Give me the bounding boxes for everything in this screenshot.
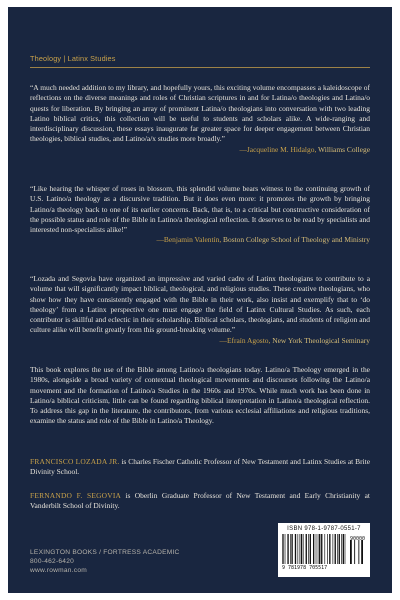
- blurb-text: “Like hearing the whisper of roses in blossom, this splendid volume bears witness to the continuing growth of U.S. Latino/a theology as a discursive tradition. But it does even more: it promotes the growth by bringing Latino/a theology back to one of its earlier concerns. Back, that is, to a critical but constructive consideration of the possible status and role of the Bible in Latino/a theological reflection. It deserves to be read by specialists and interested non-specialists alike!”: [30, 184, 370, 234]
- bio-text: [30, 457, 370, 478]
- blurb-text: “A much needed addition to my library, and hopefully yours, this exciting volume encompasses a kaleidoscope of reflections on the diverse meanings and roles of Christian scriptures in and for Latina/o theologies and Latina/o quests for liberation. By bringing an array of prominent Latina/o theologians into conversation with two leading Latino biblical critics, this collection will be useful to students and scholars alike. A wide-ranging and interdisciplinary discussion, these essays inaugurate far greater space for deeper engagement between Christian theologies, biblical studies, and Latino/a/x studies more broadly.”: [30, 83, 370, 144]
- publisher-phone: 800-462-6420: [30, 557, 75, 565]
- blurb-attribution: —Jacqueline M. Hidalgo, Williams College: [239, 144, 370, 154]
- barcode-bar: [285, 534, 286, 564]
- isbn-label: ISBN 978-1-9787-0551-7: [287, 526, 361, 532]
- barcode-addon-bar: [361, 540, 363, 564]
- category-label: Theology | Latinx Studies: [30, 54, 116, 63]
- barcode-number: 9 781978 705517: [282, 565, 328, 571]
- barcode-bar: [335, 534, 336, 564]
- barcode-bar: [343, 534, 344, 564]
- barcode-addon-bar: [354, 540, 355, 564]
- editor-bio-segovia: [30, 491, 370, 512]
- blurb-author: —Efraín Agosto: [219, 335, 269, 345]
- blurb-author: —Benjamin Valentín: [156, 235, 220, 245]
- barcode-bar: [339, 534, 340, 564]
- barcode-bar: [313, 534, 314, 564]
- barcode-bar: [297, 534, 298, 564]
- bio-text: [30, 491, 370, 512]
- blurb-affiliation: New York Theological Seminary: [272, 335, 370, 345]
- blurb-agosto: [30, 274, 370, 346]
- barcode-bar: [310, 534, 311, 564]
- blurb-affiliation: Boston College School of Theology and Ministry: [223, 235, 370, 245]
- blurb-affiliation: Williams College: [318, 144, 370, 154]
- blurb-text: “Lozada and Segovia have organized an impressive and varied cadre of Latinx theologians to contribute to a volume that will significantly impact biblical, theological, and religious studies. These creative theologians, who show how they have consistently engaged with the Bible in their work, also insist and exemplify that to ‘do theology’ from a Latinx perspective one must engage the field of Latinx Cultural Studies. As such, each contributor is skillful and eclectic in their scholarship. Biblical scholars, theologians, and students of religion and culture alike will benefit greatly from this ground-breaking volume.”: [30, 274, 370, 335]
- barcode-bar: [290, 534, 291, 564]
- barcode-digits: [282, 565, 366, 571]
- barcode-bar: [287, 534, 288, 564]
- bio-description: is Oberlin Graduate Professor of New Testament and Early Christianity at Vanderbilt School of Divinity.: [30, 491, 370, 511]
- blurb-attribution: —Efraín Agosto, New York Theological Seminary: [219, 335, 370, 345]
- description-text: This book explores the use of the Bible among Latino/a theologians today. Latino/a Theology emerged in the 1980s, alongside a broad variety of contextual theological movements and discourses following the Latino/a movement and the formation of Latino/a Studies in the 1960s and 1970s. While much work has been done in Latino/a biblical criticism, little can be found regarding biblical interpretation in Latino/a theological reflection. To address this gap in the literature, the contributors, from various ecclesial affiliations and religious traditions, examine the status and role of the Bible in Latino/a Theology.: [30, 365, 370, 426]
- editor-name: FRANCISCO LOZADA JR.: [30, 457, 120, 466]
- blurb-attribution: —Benjamin Valentín, Boston College School of Theology and Ministry: [156, 235, 370, 245]
- book-description: [30, 365, 370, 427]
- blurb-valentin: [30, 184, 370, 246]
- blurb-author: —Jacqueline M. Hidalgo: [239, 144, 315, 154]
- barcode-bar: [283, 534, 284, 564]
- bio-description: is Charles Fischer Catholic Professor of New Testament and Latinx Studies at Brite Divinity School.: [30, 457, 370, 477]
- barcode-bar: [329, 534, 330, 564]
- barcode-bar: [295, 534, 296, 564]
- barcode-bar: [291, 534, 292, 564]
- publisher-imprint: [30, 549, 180, 575]
- back-cover: [8, 7, 392, 593]
- barcode-bar: [345, 534, 346, 564]
- barcode-bar: [282, 534, 283, 564]
- barcode-bar: [306, 534, 307, 564]
- barcode-bar: [301, 534, 302, 564]
- blurb-hidalgo: [30, 83, 370, 155]
- price-code: 90000: [349, 536, 365, 542]
- barcode-bar: [333, 534, 334, 564]
- barcode-addon-bar: [358, 540, 359, 564]
- barcode-addon-bar: [350, 540, 352, 564]
- isbn-barcode: [278, 523, 370, 577]
- barcode-bar: [316, 534, 317, 564]
- editor-bio-lozada: [30, 457, 370, 478]
- editor-name: FERNANDO F. SEGOVIA: [30, 491, 122, 500]
- barcode-bar: [321, 534, 322, 564]
- barcode-bar: [318, 534, 319, 564]
- barcode-bar: [337, 534, 338, 564]
- barcode-bar: [327, 534, 328, 564]
- divider-rule: [30, 67, 370, 68]
- barcode-bar: [303, 534, 304, 564]
- barcode-bar: [319, 534, 320, 564]
- barcode-bar: [324, 534, 325, 564]
- barcode-bar: [300, 534, 301, 564]
- barcode-bar: [341, 534, 342, 564]
- publisher-website: www.rowman.com: [30, 566, 87, 574]
- publisher-name: LEXINGTON BOOKS / FORTRESS ACADEMIC: [30, 549, 180, 556]
- barcode-bar: [308, 534, 309, 564]
